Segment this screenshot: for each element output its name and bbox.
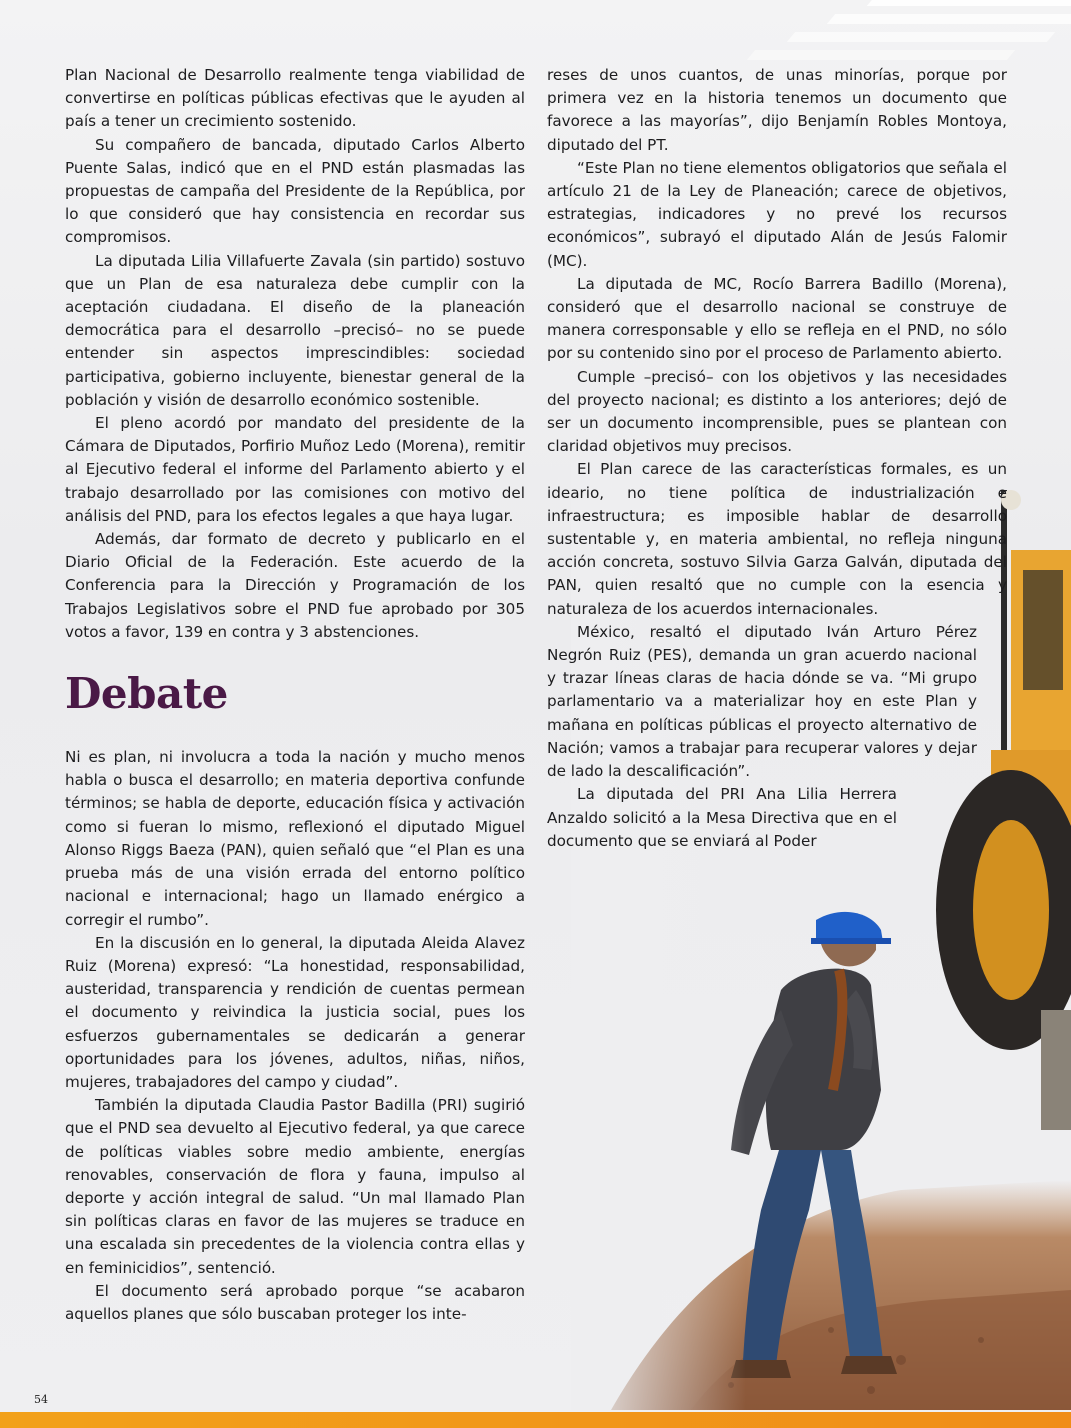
paragraph: México, resaltó el diputado Iván Arturo Pérez Negrón Ruiz (PES), demanda un gran acuerdo nacional y trazar líneas claras de hacia dónde se va. “Mi grupo parlamentario va a materializar hoy en este Plan y mañana en políticas públicas el proyecto alternativo de Nación; vamos a trabajar para recuperar valores y dejar de lado la descalificación”. — [547, 622, 977, 781]
right-column — [547, 64, 1007, 853]
left-column — [65, 64, 525, 1326]
paragraph: El pleno acordó por mandato del presidente de la Cámara de Diputados, Porfirio Muñoz Ledo (Morena), remitir al Ejecutivo federal el informe del Parlamento abierto y el trabajo desarrollado por las comisiones con motivo del análisis del PND, para los efectos legales a que haya lugar. — [65, 414, 525, 525]
bottom-accent-bar — [0, 1412, 1071, 1428]
paragraph: El documento será aprobado porque “se acabaron aquellos planes que sólo buscaban proteger los inte- — [65, 1281, 525, 1323]
paragraph: Cumple –precisó– con los objetivos y las necesidades del proyecto nacional; es distinto a los anteriores; dejó de ser un documento incomprensible, pues se plantean con claridad objetivos muy precisos. — [547, 367, 1007, 456]
paragraph: Plan Nacional de Desarrollo realmente tenga viabilidad de convertirse en políticas públicas efectivas que le ayuden al país a tener un crecimiento sostenido. — [65, 66, 525, 131]
paragraph: La diputada del PRI Ana Lilia Herrera Anzaldo solicitó a la Mesa Directiva que en el documento que se enviará al Poder — [547, 785, 897, 850]
paragraph: reses de unos cuantos, de unas minorías, porque por primera vez en la historia tenemos un documento que favorece a las mayorías”, dijo Benjamín Robles Montoya, diputado del PT. — [547, 66, 1007, 154]
paragraph: En la discusión en lo general, la diputada Aleida Alavez Ruiz (Morena) expresó: “La honestidad, responsabilidad, austeridad, transparencia y rendición de cuentas permean el documento y reivindica la justicia social, pues los esfuerzos gubernamentales se dedicarán a generar oportunidades para los jóvenes, adultos, niñas, niños, mujeres, trabajadores del campo y ciudad”. — [65, 933, 525, 1091]
section-heading: Debate — [65, 669, 228, 719]
paragraph: “Este Plan no tiene elementos obligatorios que señala el artículo 21 de la Ley de Planeación; carece de objetivos, estrategias, indicadores y no prevé los recursos económicos”, subrayó el diputado Alán de Jesús Falomir (MC). — [547, 158, 1007, 270]
paragraph: Ni es plan, ni involucra a toda la nación y mucho menos habla o busca el desarrollo; en materia deportiva confunde términos; se habla de deporte, educación física y activación como si fueran lo mismo, reflexionó el diputado Miguel Alonso Riggs Baeza (PAN), quien señaló que “el Plan es una prueba más de una visión errada del entorno político nacional e internacional; hago un llamado enérgico a corregir el rumbo”. — [65, 748, 525, 929]
paragraph: La diputada Lilia Villafuerte Zavala (sin partido) sostuvo que un Plan de esa naturaleza debe cumplir con la aceptación ciudadana. El diseño de la planeación democrática para el desarrollo –precisó– no se puede entender sin aspectos imprescindibles: sociedad participativa, gobierno incluyente, bienestar general de la población y visión de desarrollo económico sostenible. — [65, 251, 525, 409]
paragraph: El Plan carece de las características formales, es un ideario, no tiene política de industrialización e infraestructura; es imposible hablar de desarrollo sustentable y, en materia ambiental, no refleja ninguna acción concreta, sostuvo Silvia Garza Galván, diputada del PAN, quien resaltó que no cumple con la esencia y naturaleza de los acuerdos internacionales. — [547, 460, 1007, 618]
paragraph: Su compañero de bancada, diputado Carlos Alberto Puente Salas, indicó que en el PND están plasmadas las propuestas de campaña del Presidente de la República, por lo que consideró que hay consistencia en recordar sus compromisos. — [65, 135, 525, 247]
paragraph: La diputada de MC, Rocío Barrera Badillo (Morena), consideró que el desarrollo nacional se construye de manera corresponsable y ello se refleja en el PND, no sólo por su contenido sino por el proceso de Parlamento abierto. — [547, 274, 1007, 363]
paragraph: Además, dar formato de decreto y publicarlo en el Diario Oficial de la Federación. Este acuerdo de la Conferencia para la Dirección y Programación de los Trabajos Legislativos sobre el PND fue aprobado por 305 votos a favor, 139 en contra y 3 abstenciones. — [65, 530, 525, 641]
paragraph: También la diputada Claudia Pastor Badilla (PRI) sugirió que el PND sea devuelto al Ejecutivo federal, ya que carece de políticas viables sobre medio ambiente, energías renovables, conservación de flora y fauna, impulso al deporte y acción integral de salud. “Un mal llamado Plan sin políticas claras en favor de las mujeres se traduce en una escalada sin precedentes de la violencia contra ellas y en feminicidios”, sentenció. — [65, 1096, 525, 1277]
page-number: 54 — [34, 1393, 48, 1406]
